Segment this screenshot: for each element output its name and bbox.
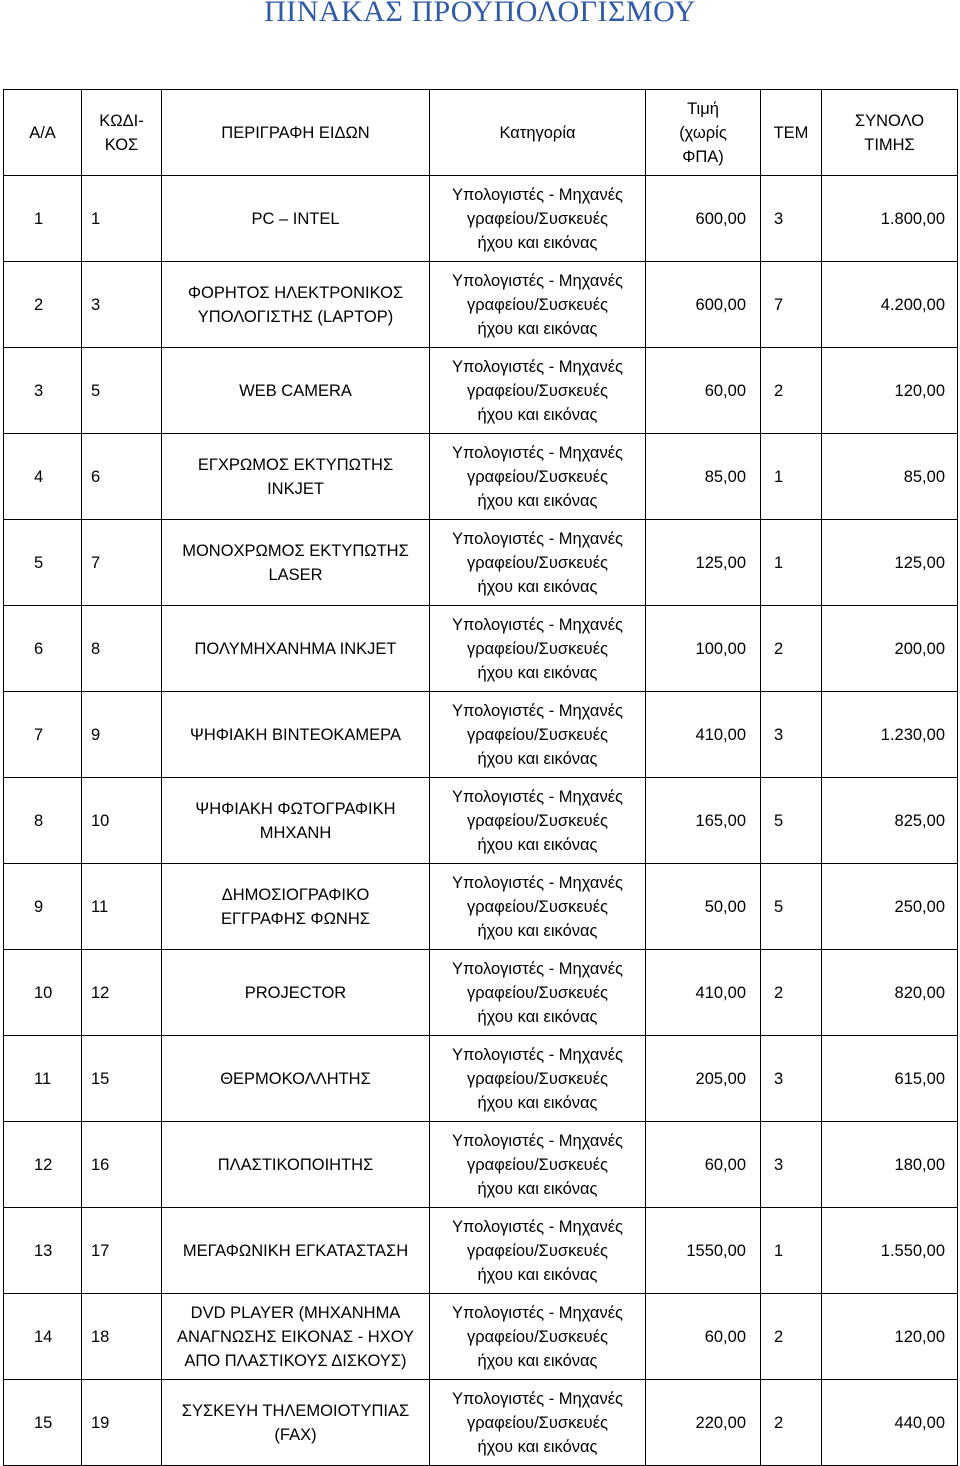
table-row	[4, 692, 958, 778]
table-row	[4, 864, 958, 950]
header-aa: Α/Α	[4, 90, 82, 176]
cell-description: ΠΛΑΣΤΙΚΟΠΟΙΗΤΗΣ	[162, 1122, 430, 1208]
cell-total: 825,00	[822, 778, 958, 864]
table-row	[4, 1380, 958, 1466]
cell-total: 820,00	[822, 950, 958, 1036]
cell-price: 600,00	[646, 176, 761, 262]
cell-aa: 7	[4, 692, 82, 778]
cell-aa: 3	[4, 348, 82, 434]
cell-description: ΠΟΛΥΜΗΧΑΝΗΜΑ INKJET	[162, 606, 430, 692]
cell-description: ΕΓΧΡΩΜΟΣ ΕΚΤΥΠΩΤΗΣ INKJET	[162, 434, 430, 520]
cell-price: 220,00	[646, 1380, 761, 1466]
cell-qty: 3	[761, 176, 822, 262]
cell-aa: 9	[4, 864, 82, 950]
table-row	[4, 950, 958, 1036]
header-qty: ΤΕΜ	[761, 90, 822, 176]
cell-description: DVD PLAYER (ΜΗΧΑΝΗΜΑ ΑΝΑΓΝΩΣΗΣ ΕΙΚΟΝΑΣ - ΗΧΟΥ ΑΠΟ ΠΛΑΣΤΙΚΟΥΣ ΔΙΣΚΟΥΣ)	[162, 1294, 430, 1380]
cell-description: WEB CAMERA	[162, 348, 430, 434]
cell-aa: 14	[4, 1294, 82, 1380]
table-row	[4, 606, 958, 692]
cell-category: Υπολογιστές - Μηχανές γραφείου/Συσκευές ήχου και εικόνας	[430, 1122, 646, 1208]
cell-code: 9	[82, 692, 162, 778]
cell-qty: 2	[761, 348, 822, 434]
cell-description: ΣΥΣΚΕΥΗ ΤΗΛΕΜΟΙΟΤΥΠΙΑΣ (FAX)	[162, 1380, 430, 1466]
cell-aa: 11	[4, 1036, 82, 1122]
cell-qty: 1	[761, 434, 822, 520]
cell-code: 11	[82, 864, 162, 950]
cell-category: Υπολογιστές - Μηχανές γραφείου/Συσκευές ήχου και εικόνας	[430, 1208, 646, 1294]
cell-aa: 2	[4, 262, 82, 348]
cell-code: 17	[82, 1208, 162, 1294]
cell-code: 1	[82, 176, 162, 262]
cell-price: 60,00	[646, 348, 761, 434]
cell-description: ΦΟΡΗΤΟΣ ΗΛΕΚΤΡΟΝΙΚΟΣ ΥΠΟΛΟΓΙΣΤΗΣ (LAPTOP)	[162, 262, 430, 348]
cell-qty: 3	[761, 1122, 822, 1208]
cell-aa: 15	[4, 1380, 82, 1466]
cell-price: 60,00	[646, 1294, 761, 1380]
cell-total: 1.800,00	[822, 176, 958, 262]
cell-code: 18	[82, 1294, 162, 1380]
cell-description: ΨΗΦΙΑΚΗ ΒΙΝΤΕΟΚΑΜΕΡΑ	[162, 692, 430, 778]
cell-qty: 1	[761, 1208, 822, 1294]
cell-category: Υπολογιστές - Μηχανές γραφείου/Συσκευές ήχου και εικόνας	[430, 520, 646, 606]
cell-code: 16	[82, 1122, 162, 1208]
table-row	[4, 262, 958, 348]
cell-aa: 12	[4, 1122, 82, 1208]
cell-category: Υπολογιστές - Μηχανές γραφείου/Συσκευές ήχου και εικόνας	[430, 1294, 646, 1380]
header-description: ΠΕΡΙΓΡΑΦΗ ΕΙΔΩΝ	[162, 90, 430, 176]
table-row	[4, 348, 958, 434]
cell-description: ΔΗΜΟΣΙΟΓΡΑΦΙΚΟ ΕΓΓΡΑΦΗΣ ΦΩΝΗΣ	[162, 864, 430, 950]
cell-description: ΜΟΝΟΧΡΩΜΟΣ ΕΚΤΥΠΩΤΗΣ LASER	[162, 520, 430, 606]
cell-aa: 1	[4, 176, 82, 262]
budget-table	[3, 89, 958, 1466]
cell-qty: 5	[761, 864, 822, 950]
cell-description: PC – INTEL	[162, 176, 430, 262]
cell-code: 12	[82, 950, 162, 1036]
table-row	[4, 520, 958, 606]
table-header-row	[4, 90, 958, 176]
cell-price: 125,00	[646, 520, 761, 606]
table-row	[4, 176, 958, 262]
page-title: ΠΙΝΑΚΑΣ ΠΡΟΥΠΟΛΟΓΙΣΜΟΥ	[264, 0, 696, 28]
cell-category: Υπολογιστές - Μηχανές γραφείου/Συσκευές ήχου και εικόνας	[430, 606, 646, 692]
header-price: Τιμή (χωρίς ΦΠΑ)	[646, 90, 761, 176]
cell-total: 180,00	[822, 1122, 958, 1208]
cell-code: 10	[82, 778, 162, 864]
cell-price: 1550,00	[646, 1208, 761, 1294]
cell-aa: 5	[4, 520, 82, 606]
header-total: ΣΥΝΟΛΟ ΤΙΜΗΣ	[822, 90, 958, 176]
cell-description: ΨΗΦΙΑΚΗ ΦΩΤΟΓΡΑΦΙΚΗ ΜΗΧΑΝΗ	[162, 778, 430, 864]
cell-description: PROJECTOR	[162, 950, 430, 1036]
cell-category: Υπολογιστές - Μηχανές γραφείου/Συσκευές ήχου και εικόνας	[430, 864, 646, 950]
cell-total: 615,00	[822, 1036, 958, 1122]
cell-aa: 4	[4, 434, 82, 520]
table-row	[4, 434, 958, 520]
cell-category: Υπολογιστές - Μηχανές γραφείου/Συσκευές ήχου και εικόνας	[430, 1380, 646, 1466]
cell-price: 85,00	[646, 434, 761, 520]
cell-code: 7	[82, 520, 162, 606]
table-row	[4, 1036, 958, 1122]
cell-category: Υπολογιστές - Μηχανές γραφείου/Συσκευές ήχου και εικόνας	[430, 1036, 646, 1122]
cell-price: 410,00	[646, 692, 761, 778]
cell-price: 50,00	[646, 864, 761, 950]
cell-category: Υπολογιστές - Μηχανές γραφείου/Συσκευές ήχου και εικόνας	[430, 778, 646, 864]
cell-description: ΜΕΓΑΦΩΝΙΚΗ ΕΓΚΑΤΑΣΤΑΣΗ	[162, 1208, 430, 1294]
cell-code: 15	[82, 1036, 162, 1122]
cell-qty: 7	[761, 262, 822, 348]
table-row	[4, 1294, 958, 1380]
cell-total: 4.200,00	[822, 262, 958, 348]
cell-aa: 6	[4, 606, 82, 692]
cell-price: 60,00	[646, 1122, 761, 1208]
cell-code: 3	[82, 262, 162, 348]
cell-price: 205,00	[646, 1036, 761, 1122]
cell-price: 600,00	[646, 262, 761, 348]
cell-aa: 13	[4, 1208, 82, 1294]
cell-total: 1.230,00	[822, 692, 958, 778]
header-category: Κατηγορία	[430, 90, 646, 176]
cell-category: Υπολογιστές - Μηχανές γραφείου/Συσκευές ήχου και εικόνας	[430, 950, 646, 1036]
cell-total: 120,00	[822, 348, 958, 434]
cell-qty: 2	[761, 1294, 822, 1380]
cell-qty: 2	[761, 950, 822, 1036]
cell-description: ΘΕΡΜΟΚΟΛΛΗΤΗΣ	[162, 1036, 430, 1122]
table-row	[4, 1122, 958, 1208]
cell-category: Υπολογιστές - Μηχανές γραφείου/Συσκευές ήχου και εικόνας	[430, 434, 646, 520]
cell-price: 410,00	[646, 950, 761, 1036]
table-row	[4, 1208, 958, 1294]
cell-qty: 1	[761, 520, 822, 606]
cell-code: 8	[82, 606, 162, 692]
cell-category: Υπολογιστές - Μηχανές γραφείου/Συσκευές ήχου και εικόνας	[430, 176, 646, 262]
cell-total: 1.550,00	[822, 1208, 958, 1294]
cell-qty: 5	[761, 778, 822, 864]
cell-aa: 10	[4, 950, 82, 1036]
cell-total: 120,00	[822, 1294, 958, 1380]
header-code: ΚΩΔΙ- ΚΟΣ	[82, 90, 162, 176]
cell-qty: 3	[761, 1036, 822, 1122]
cell-total: 85,00	[822, 434, 958, 520]
cell-category: Υπολογιστές - Μηχανές γραφείου/Συσκευές ήχου και εικόνας	[430, 692, 646, 778]
cell-total: 250,00	[822, 864, 958, 950]
cell-aa: 8	[4, 778, 82, 864]
cell-price: 165,00	[646, 778, 761, 864]
table-row	[4, 778, 958, 864]
cell-total: 440,00	[822, 1380, 958, 1466]
cell-code: 6	[82, 434, 162, 520]
cell-category: Υπολογιστές - Μηχανές γραφείου/Συσκευές ήχου και εικόνας	[430, 348, 646, 434]
cell-total: 125,00	[822, 520, 958, 606]
cell-qty: 2	[761, 606, 822, 692]
cell-category: Υπολογιστές - Μηχανές γραφείου/Συσκευές ήχου και εικόνας	[430, 262, 646, 348]
cell-qty: 3	[761, 692, 822, 778]
cell-code: 19	[82, 1380, 162, 1466]
cell-code: 5	[82, 348, 162, 434]
cell-qty: 2	[761, 1380, 822, 1466]
cell-total: 200,00	[822, 606, 958, 692]
cell-price: 100,00	[646, 606, 761, 692]
